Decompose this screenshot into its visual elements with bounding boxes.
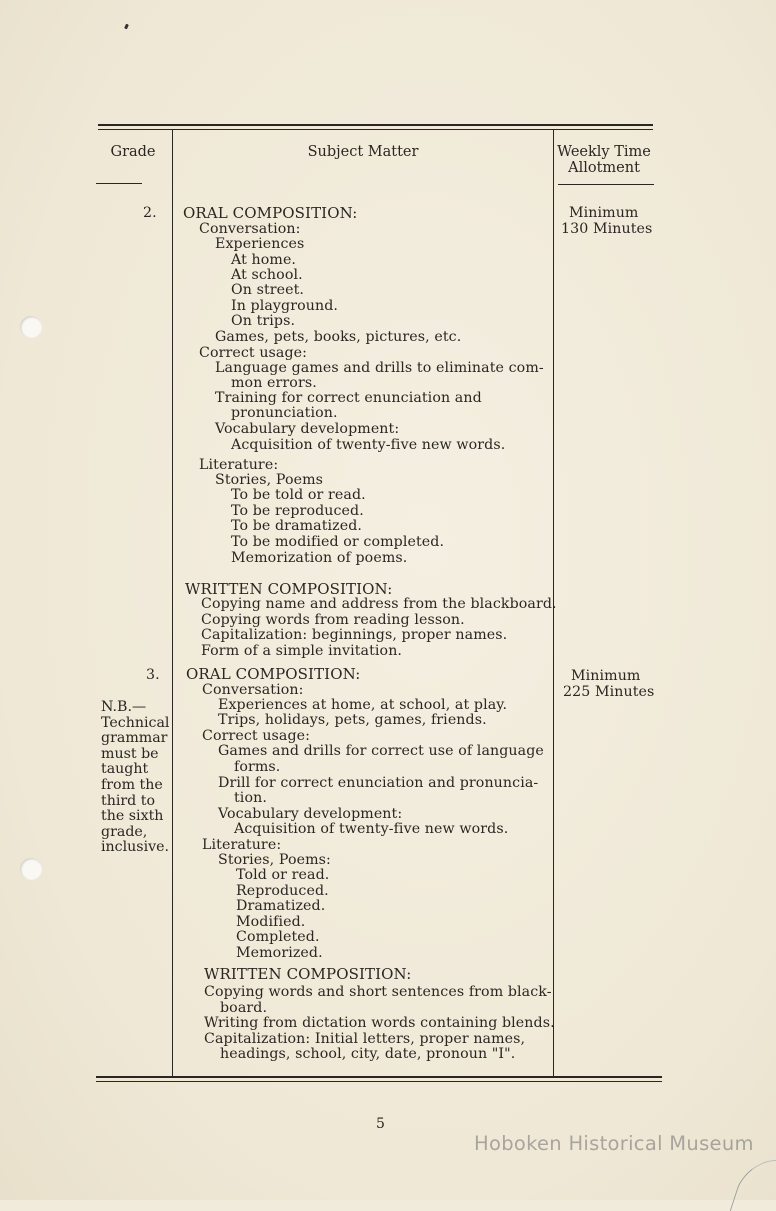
table-bottom-rule (96, 1076, 662, 1078)
g3-written-line: board. (220, 1000, 268, 1016)
note-line: grammar (101, 730, 168, 747)
g2-line: mon errors. (231, 375, 317, 391)
g2-line: To be reproduced. (231, 503, 364, 519)
note-line: from the (101, 776, 163, 793)
grade-2-number: 2. (143, 205, 157, 221)
g2-line: Vocabulary development: (215, 421, 400, 437)
grade-2-written-heading: WRITTEN COMPOSITION: (185, 580, 393, 598)
g2-line: Experiences (215, 236, 305, 252)
grade-2-time-line2: 130 Minutes (561, 221, 653, 237)
header-weekly-line1: Weekly Time (557, 144, 651, 160)
header-grade: Grade (110, 144, 156, 160)
watermark: Hoboken Historical Museum (474, 1132, 754, 1155)
note-line: N.B.— (101, 699, 147, 715)
g3-line: forms. (234, 759, 281, 775)
table-top-rule-thin (98, 129, 653, 130)
g3-line: Correct usage: (202, 728, 311, 744)
g3-line: Experiences at home, at school, at play. (218, 697, 508, 713)
g3-written-line: Capitalization: Initial letters, proper names, (204, 1031, 526, 1047)
g2-line: Training for correct enunciation and (215, 390, 482, 406)
punch-hole-bottom (20, 858, 42, 880)
g2-line: Memorization of poems. (231, 550, 408, 566)
page-corner-curl (730, 1160, 776, 1211)
header-rule-grade (96, 183, 142, 184)
grade-2-time-line1: Minimum (569, 205, 639, 221)
g2-line: On street. (231, 282, 305, 298)
g2-written-line: Copying name and address from the blackboard. (201, 596, 557, 612)
table-bottom-rule-thin (96, 1081, 662, 1082)
grade-2-oral-heading: ORAL COMPOSITION: (183, 204, 358, 222)
g2-line: Language games and drills to eliminate com- (215, 360, 544, 376)
note-line: must be (101, 745, 159, 762)
note-line: inclusive. (101, 839, 170, 856)
g3-line: Drill for correct enunciation and pronuncia- (218, 775, 539, 791)
note-line: taught (101, 761, 149, 778)
grade-3-time-line1: Minimum (571, 668, 641, 684)
g2-line: Correct usage: (199, 345, 308, 361)
grade-3-written-heading: WRITTEN COMPOSITION: (204, 965, 412, 983)
column-divider-left (172, 130, 173, 1076)
g3-line: Reproduced. (236, 883, 329, 899)
g3-line: Conversation: (202, 682, 304, 698)
g3-line: Told or read. (236, 867, 330, 883)
g2-line: At home. (231, 252, 297, 268)
g3-written-line: Writing from dictation words containing blends. (204, 1015, 555, 1031)
note-line: the sixth (101, 808, 164, 825)
note-line: Technical (101, 714, 170, 731)
note-line: third to (101, 792, 155, 809)
g2-line: Stories, Poems (215, 472, 324, 488)
g2-written-line: Capitalization: beginnings, proper names. (201, 627, 508, 643)
grade-3-time-line2: 225 Minutes (563, 684, 655, 700)
g3-line: Dramatized. (236, 898, 326, 914)
table-top-rule (98, 124, 653, 126)
g3-line: Modified. (236, 914, 306, 930)
header-weekly-line2: Allotment (568, 160, 640, 176)
g2-written-line: Copying words from reading lesson. (201, 612, 465, 628)
g2-line: pronunciation. (231, 405, 338, 421)
g3-line: tion. (234, 790, 267, 806)
g3-line: Memorized. (236, 945, 323, 961)
g2-line: To be told or read. (231, 487, 366, 503)
g2-line: At school. (231, 267, 303, 283)
header-rule-weekly (558, 184, 654, 185)
g2-line: Games, pets, books, pictures, etc. (215, 329, 462, 345)
ink-mark (124, 24, 129, 30)
g3-line: Games and drills for correct use of language (218, 743, 544, 759)
grade-3-number: 3. (146, 667, 160, 683)
g2-line: Conversation: (199, 221, 301, 237)
g2-written-line: Form of a simple invitation. (201, 643, 403, 659)
g3-written-line: headings, school, city, date, pronoun "I". (220, 1046, 516, 1062)
g3-line: Completed. (236, 929, 320, 945)
grade-3-oral-heading: ORAL COMPOSITION: (186, 665, 361, 683)
grade-3-note (101, 700, 169, 856)
g2-line: In playground. (231, 298, 339, 314)
g3-line: Vocabulary development: (218, 806, 403, 822)
header-subject-matter: Subject Matter (307, 144, 419, 160)
g2-line: Acquisition of twenty-five new words. (231, 437, 506, 453)
g3-line: Literature: (202, 837, 282, 853)
g2-line: To be dramatized. (231, 518, 363, 534)
page-number: 5 (376, 1116, 385, 1132)
note-line: grade, (101, 823, 148, 840)
g3-line: Stories, Poems: (218, 852, 331, 868)
g2-line: Literature: (199, 457, 279, 473)
g3-line: Trips, holidays, pets, games, friends. (218, 712, 487, 728)
punch-hole-top (20, 316, 42, 338)
g3-line: Acquisition of twenty-five new words. (234, 821, 509, 837)
g3-written-line: Copying words and short sentences from black- (204, 984, 552, 1000)
g2-line: To be modified or completed. (231, 534, 445, 550)
g2-line: On trips. (231, 313, 296, 329)
